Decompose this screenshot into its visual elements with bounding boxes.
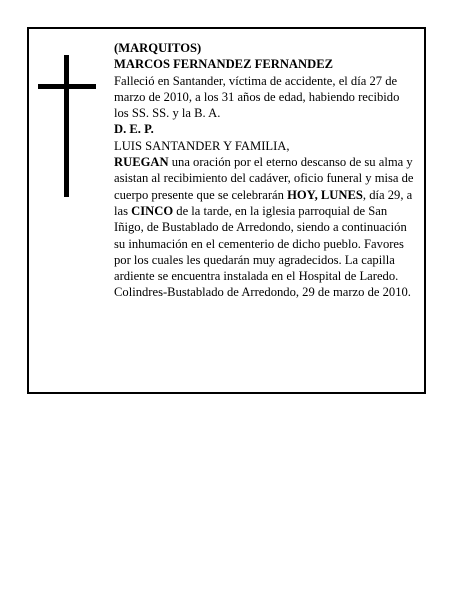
death-details: Falleció en Santander, víctima de accidente, el día 27 de marzo de 2010, a los 31 años de edad, habiendo recibido los SS. SS. y la B. A. xyxy=(114,73,400,121)
request-text-part-1: una oración por el eterno descanso de su alma y asistan al recibimiento del cadáver, oficio funeral y misa de cuerpo presente que se celebrarán xyxy=(114,155,414,202)
cross-horizontal-bar xyxy=(38,84,96,89)
place-and-date: Colindres-Bustablado de Arredondo, 29 de marzo de 2010. xyxy=(114,285,411,300)
rest-in-peace: D. E. P. xyxy=(114,122,154,137)
time-keyword: CINCO xyxy=(131,203,174,218)
request-text-part-3: de la tarde, en la iglesia parroquial de San Iñigo, de Bustablado de Arredondo, siendo a continuación su inhumación en el cementerio de dicho pueblo. Favores por los cuales les quedarán muy agradecidos. La capilla ardiente se encuentra instalada en el Hospital de Laredo. xyxy=(114,203,407,284)
request-text-part-2: , día 29, a las xyxy=(114,187,413,218)
deceased-name: MARCOS FERNANDEZ FERNANDEZ xyxy=(114,57,334,72)
cross-vertical-bar xyxy=(64,55,69,197)
obituary-text-block xyxy=(114,40,417,301)
day-keyword: HOY, LUNES xyxy=(287,187,363,202)
funeral-request xyxy=(114,154,417,284)
request-keyword: RUEGAN xyxy=(114,155,169,170)
family-name: LUIS SANTANDER Y FAMILIA, xyxy=(114,138,290,153)
nickname: (MARQUITOS) xyxy=(114,41,202,55)
